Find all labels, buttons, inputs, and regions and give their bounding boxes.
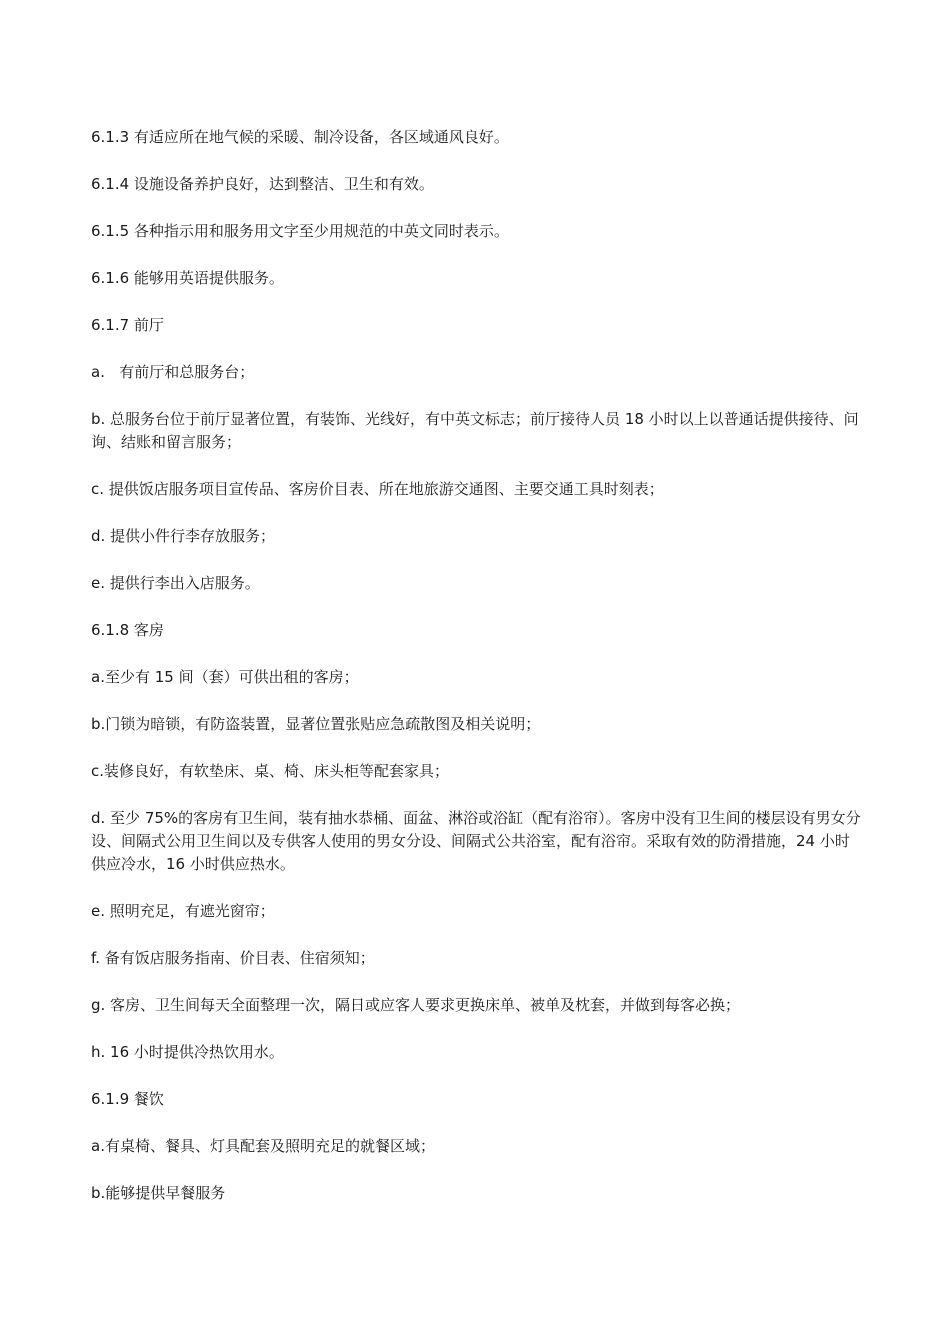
guest-rooms-item-b: b.门锁为暗锁，有防盗装置，显著位置张贴应急疏散图及相关说明； [91,715,541,733]
front-desk-item-d: d. 提供小件行李存放服务； [91,527,276,545]
guest-rooms-item-a: a.至少有 15 间（套）可供出租的客房； [91,668,359,686]
guest-rooms-item-c: c.装修良好，有软垫床、桌、椅、床头柜等配套家具； [91,762,450,780]
section-heading-guest-rooms: 6.1.8 客房 [91,621,164,639]
document-body [91,126,861,1229]
dining-item-b: b.能够提供早餐服务 [91,1184,226,1202]
paragraph-6-1-6: 6.1.6 能够用英语提供服务。 [91,269,284,287]
section-heading-dining: 6.1.9 餐饮 [91,1090,164,1108]
dining-item-a: a.有桌椅、餐具、灯具配套及照明充足的就餐区域； [91,1137,435,1155]
paragraph-6-1-5: 6.1.5 各种指示用和服务用文字至少用规范的中英文同时表示。 [91,222,509,240]
guest-rooms-item-e: e. 照明充足，有遮光窗帘； [91,902,275,920]
paragraph-6-1-4: 6.1.4 设施设备养护良好，达到整洁、卫生和有效。 [91,175,434,193]
front-desk-item-b: b. 总服务台位于前厅显著位置，有装饰、光线好，有中英文标志；前厅接待人员 18 小时以上以普通话提供接待、问询、结账和留言服务； [91,410,859,451]
guest-rooms-item-h: h. 16 小时提供冷热饮用水。 [91,1043,284,1061]
front-desk-item-e: e. 提供行李出入店服务。 [91,574,260,592]
front-desk-item-a: a. 有前厅和总服务台； [91,363,255,381]
guest-rooms-item-g: g. 客房、卫生间每天全面整理一次，隔日或应客人要求更换床单、被单及枕套，并做到每客必换； [91,996,741,1014]
front-desk-item-c: c. 提供饭店服务项目宣传品、客房价目表、所在地旅游交通图、主要交通工具时刻表； [91,480,664,498]
paragraph-6-1-3: 6.1.3 有适应所在地气候的采暖、制冷设备，各区域通风良好。 [91,128,509,146]
guest-rooms-item-d: d. 至少 75%的客房有卫生间，装有抽水恭桶、面盆、淋浴或浴缸（配有浴帘）。客房中没有卫生间的楼层设有男女分设、间隔式公用卫生间以及专供客人使用的男女分设、间隔式公共浴室，配有浴帘。采取有效的防滑措施，24 小时供应冷水，16 小时供应热水。 [91,809,861,873]
guest-rooms-item-f: f. 备有饭店服务指南、价目表、住宿须知； [91,949,375,967]
section-heading-front-desk: 6.1.7 前厅 [91,316,164,334]
